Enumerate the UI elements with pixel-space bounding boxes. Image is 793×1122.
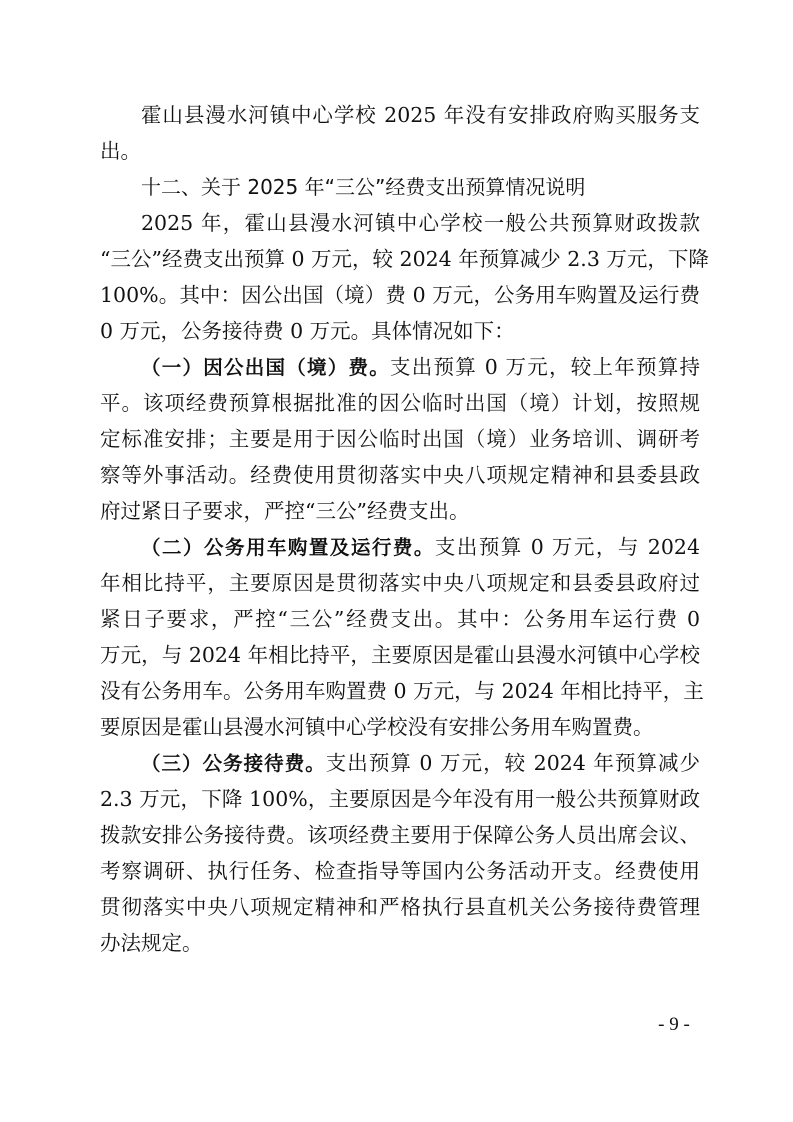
paragraph-line: 2025 年，霍山县漫水河镇中心学校一般公共预算财政拨款 bbox=[141, 211, 700, 235]
page-number: - 9 - bbox=[658, 1014, 690, 1035]
paragraph-line: 万元，与 2024 年相比持平，主要原因是霍山县漫水河镇中心学校 bbox=[100, 643, 700, 667]
paragraph-line: 紧日子要求，严控“三公”经费支出。其中：公务用车运行费 0 bbox=[100, 607, 700, 631]
paragraph-line: 出。 bbox=[100, 139, 141, 163]
paragraph-line: 考察调研、执行任务、检查指导等国内公务活动开支。经费使用 bbox=[100, 859, 700, 883]
paragraph-line: 0 万元，公务接待费 0 万元。具体情况如下： bbox=[100, 319, 515, 343]
paragraph-line: 府过紧日子要求，严控“三公”经费支出。 bbox=[100, 499, 470, 523]
paragraph-line: 察等外事活动。经费使用贯彻落实中央八项规定精神和县委县政 bbox=[100, 463, 700, 487]
paragraph-line: 2.3 万元，下降 100%，主要原因是今年没有用一般公共预算财政 bbox=[100, 787, 700, 811]
subsection-title: （二）公务用车购置及运行费。 bbox=[141, 536, 435, 559]
subsection-text: 支出预算 0 万元，较 2024 年预算减少 bbox=[325, 751, 700, 775]
subsection-title: （三）公务接待费。 bbox=[141, 752, 326, 775]
subsection-first-line bbox=[100, 349, 700, 385]
body-text bbox=[100, 97, 709, 961]
paragraph-line: 年相比持平，主要原因是贯彻落实中央八项规定和县委县政府过 bbox=[100, 571, 700, 595]
subsection-title: （一）因公出国（境）费。 bbox=[141, 356, 390, 379]
subsection-text: 支出预算 0 万元，较上年预算持 bbox=[389, 355, 700, 379]
paragraph-line: 办法规定。 bbox=[100, 931, 203, 955]
paragraph-line: 没有公务用车。公务用车购置费 0 万元，与 2024 年相比持平，主 bbox=[100, 679, 704, 703]
subsection-text: 支出预算 0 万元，与 2024 bbox=[434, 535, 700, 559]
paragraph-line: 定标准安排；主要是用于因公临时出国（境）业务培训、调研考 bbox=[100, 427, 700, 451]
section-heading: 十二、关于 2025 年“三公”经费支出预算情况说明 bbox=[141, 175, 586, 199]
paragraph-line: 霍山县漫水河镇中心学校 2025 年没有安排政府购买服务支 bbox=[141, 103, 700, 127]
subsection-first-line bbox=[100, 529, 700, 565]
paragraph-line: 贯彻落实中央八项规定精神和严格执行县直机关公务接待费管理 bbox=[100, 895, 700, 919]
subsection-first-line bbox=[100, 745, 700, 781]
paragraph-line: 拨款安排公务接待费。该项经费主要用于保障公务人员出席会议、 bbox=[100, 823, 700, 847]
paragraph-line: 要原因是霍山县漫水河镇中心学校没有安排公务用车购置费。 bbox=[100, 715, 654, 739]
paragraph-line: 100%。其中：因公出国（境）费 0 万元，公务用车购置及运行费 bbox=[100, 283, 700, 307]
paragraph-line: 平。该项经费预算根据批准的因公临时出国（境）计划，按照规 bbox=[100, 391, 700, 415]
paragraph-line: “三公”经费支出预算 0 万元，较 2024 年预算减少 2.3 万元，下降 bbox=[100, 247, 709, 271]
